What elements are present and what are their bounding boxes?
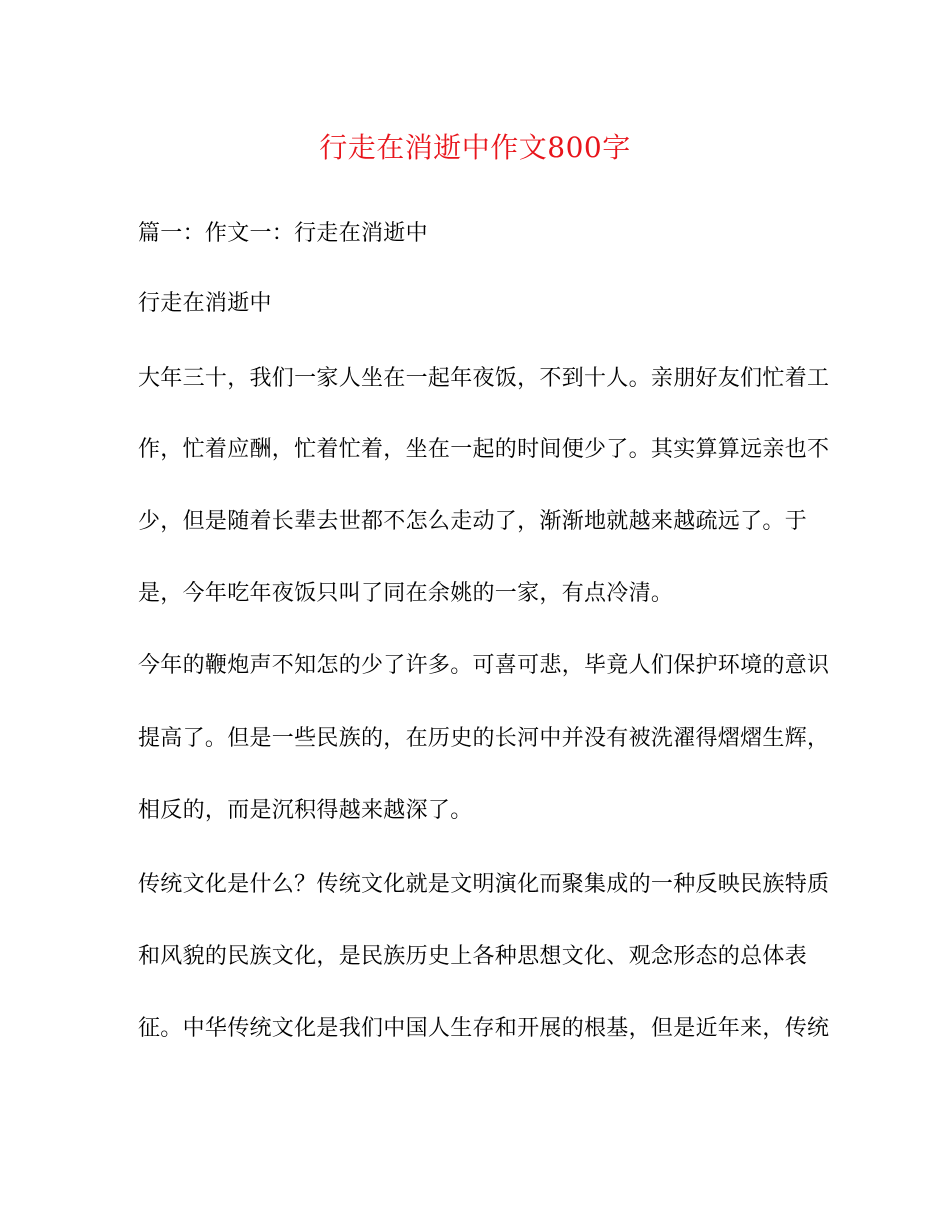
paragraph-line: 传统文化是什么？传统文化就是文明演化而聚集成的一种反映民族特质: [138, 872, 830, 897]
essay-title: 行走在消逝中: [138, 291, 272, 316]
document-title: 行走在消逝中作文800字: [319, 131, 631, 164]
paragraph-line: 征。中华传统文化是我们中国人生存和开展的根基，但是近年来，传统: [138, 1016, 830, 1041]
paragraph-line: 和风貌的民族文化，是民族历史上各种思想文化、观念形态的总体表: [138, 944, 808, 969]
paragraph-line: 少，但是随着长辈去世都不怎么走动了，渐渐地就越来越疏远了。于: [138, 509, 808, 534]
paragraph-line: 是，今年吃年夜饭只叫了同在余姚的一家，有点冷清。: [138, 581, 674, 606]
paragraph-line: 大年三十，我们一家人坐在一起年夜饭，不到十人。亲朋好友们忙着工: [138, 366, 830, 391]
section-heading: 篇一：作文一：行走在消逝中: [138, 221, 428, 246]
paragraph-line: 提高了。但是一些民族的，在历史的长河中并没有被洗濯得熠熠生辉，: [138, 726, 830, 751]
paragraph-line: 相反的，而是沉积得越来越深了。: [138, 798, 473, 823]
paragraph-line: 作，忙着应酬，忙着忙着，坐在一起的时间便少了。其实算算远亲也不: [138, 437, 830, 462]
paragraph-line: 今年的鞭炮声不知怎的少了许多。可喜可悲，毕竟人们保护环境的意识: [138, 653, 830, 678]
